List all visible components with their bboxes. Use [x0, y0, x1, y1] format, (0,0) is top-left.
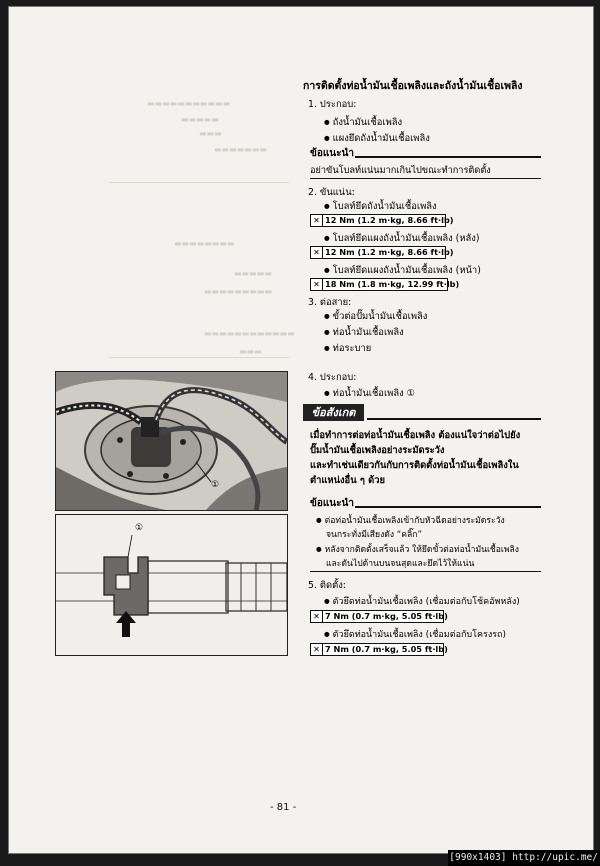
- torque-wrench-icon: ✕: [311, 611, 323, 622]
- step-1-label: 1. ประกอบ:: [308, 99, 357, 110]
- torque-spec: [310, 643, 448, 656]
- note-heading: ข้อแนะนำ: [310, 148, 354, 159]
- step-5-label: 5. ติดตั้ง:: [308, 580, 346, 591]
- note-item-1-line-1: ● ต่อท่อน้ำมันเชื้อเพลิงเข้ากับหัวฉีดอย่างระมัดระวัง: [316, 513, 505, 527]
- page-number: - 81 -: [270, 802, 297, 813]
- step-2-item-1: ● โบลท์ยึดถังน้ำมันเชื้อเพลิง: [324, 199, 437, 214]
- torque-value: 18 Nm (1.8 m·kg, 12.99 ft·lb): [325, 279, 460, 289]
- step-5-item-1: ● ตัวยึดท่อน้ำมันเชื้อเพลิง (เชื่อมต่อกับโช้คอัพหลัง): [324, 594, 520, 608]
- note-end-rule: [310, 571, 541, 572]
- bleed-through-line: [109, 182, 289, 183]
- bleed-through-text: ▬▬▬: [199, 129, 222, 138]
- step-3-item-3: ● ท่อระบาย: [324, 341, 371, 356]
- note-end-rule: [310, 178, 541, 179]
- bleed-through-text: ▬▬▬▬▬▬▬▬: [174, 239, 235, 248]
- step-3-item-2: ● ท่อน้ำมันเชื้อเพลิง: [324, 325, 404, 340]
- torque-value: 7 Nm (0.7 m·kg, 5.05 ft·lb): [325, 611, 448, 621]
- caution-line-2: ปั๊มน้ำมันเชื้อเพลิงอย่างระมัดระวัง: [310, 445, 445, 456]
- bleed-through-text: ▬▬▬▬▬▬▬▬▬▬▬▬: [204, 329, 295, 338]
- torque-wrench-icon: ✕: [311, 279, 323, 290]
- bleed-through-text: ▬▬▬▬▬▬▬: [214, 145, 267, 154]
- note-item-1-line-2: จนกระทั่งมีเสียงดัง “คลิ๊ก”: [326, 530, 422, 540]
- bleed-through-text: ▬▬▬▬▬: [181, 115, 219, 124]
- step-3-label: 3. ต่อสาย:: [308, 297, 352, 308]
- step-1-item-1: ● ถังน้ำมันเชื้อเพลิง: [324, 115, 402, 130]
- figure-callout-1: ①: [211, 480, 220, 490]
- bleed-through-text: ▬▬▬▬▬▬▬▬▬▬▬: [147, 99, 231, 108]
- bleed-through-line: [109, 357, 289, 358]
- torque-wrench-icon: ✕: [311, 215, 323, 226]
- step-1-item-2: ● แผงยึดถังน้ำมันเชื้อเพลิง: [324, 131, 430, 146]
- note-item-2-line-1: ● หลังจากติดตั้งเสร็จแล้ว ให้ยึดขั้วต่อท่อน้ำมันเชื้อเพลิง: [316, 542, 519, 556]
- caution-rule: [367, 418, 541, 420]
- note-item-2-line-2: และดันไปด้านบนจนสุดและยึดไว้ให้แน่น: [326, 559, 475, 569]
- step-2-item-3: ● โบลท์ยึดแผงถังน้ำมันเชื้อเพลิง (หน้า): [324, 263, 481, 278]
- torque-value: 12 Nm (1.2 m·kg, 8.66 ft·lb): [325, 215, 454, 225]
- torque-spec: [310, 214, 454, 227]
- caution-line-3: และทำเช่นเดียวกันกับการติดตั้งท่อน้ำมันเชื้อเพลิงใน: [310, 460, 519, 471]
- caution-badge: ข้อสังเกต: [303, 404, 364, 421]
- note-rule: [355, 506, 541, 508]
- fuel-pump-photo-drawing: [56, 372, 287, 510]
- bleed-through-text: ▬▬▬: [239, 347, 262, 356]
- torque-wrench-icon: ✕: [311, 247, 323, 258]
- step-4-label: 4. ประกอบ:: [308, 372, 357, 383]
- bleed-through-text: ▬▬▬▬▬▬▬▬▬: [204, 287, 273, 296]
- torque-spec: [310, 278, 460, 291]
- bleed-through-text: ▬▬▬▬▬: [234, 269, 272, 278]
- torque-value: 7 Nm (0.7 m·kg, 5.05 ft·lb): [325, 644, 448, 654]
- step-5-item-2: ● ตัวยึดท่อน้ำมันเชื้อเพลิง (เชื่อมต่อกับโครงรถ): [324, 627, 506, 641]
- note-rule: [355, 156, 541, 158]
- fuel-pump-photo: [55, 371, 288, 511]
- step-2-label: 2. ขันแน่น:: [308, 187, 355, 198]
- figure-callout-1: ①: [135, 523, 144, 533]
- fuel-hose-connector-diagram: [55, 514, 288, 656]
- torque-value: 12 Nm (1.2 m·kg, 8.66 ft·lb): [325, 247, 454, 257]
- torque-wrench-icon: ✕: [311, 644, 323, 655]
- caution-line-4: ตำแหน่งอื่น ๆ ด้วย: [310, 475, 386, 486]
- connector-drawing: [56, 515, 287, 655]
- note-heading: ข้อแนะนำ: [310, 498, 354, 509]
- image-host-footer: [990x1403] http://upic.me/: [448, 850, 600, 866]
- torque-spec: [310, 610, 448, 623]
- section-title: การติดตั้งท่อน้ำมันเชื้อเพลิงและถังน้ำมันเชื้อเพลิง: [303, 80, 523, 92]
- step-4-item-1: ● ท่อน้ำมันเชื้อเพลิง ①: [324, 386, 415, 401]
- note-text: อย่าขันโบลท์แน่นมากเกินไปขณะทำการติดตั้ง: [310, 165, 491, 176]
- step-3-item-1: ● ขั้วต่อปั๊มน้ำมันเชื้อเพลิง: [324, 309, 427, 324]
- step-2-item-2: ● โบลท์ยึดแผงถังน้ำมันเชื้อเพลิง (หลัง): [324, 231, 480, 246]
- torque-spec: [310, 246, 454, 259]
- caution-line-1: เมื่อทำการต่อท่อน้ำมันเชื้อเพลิง ต้องแน่ใจว่าต่อไปยัง: [310, 430, 521, 441]
